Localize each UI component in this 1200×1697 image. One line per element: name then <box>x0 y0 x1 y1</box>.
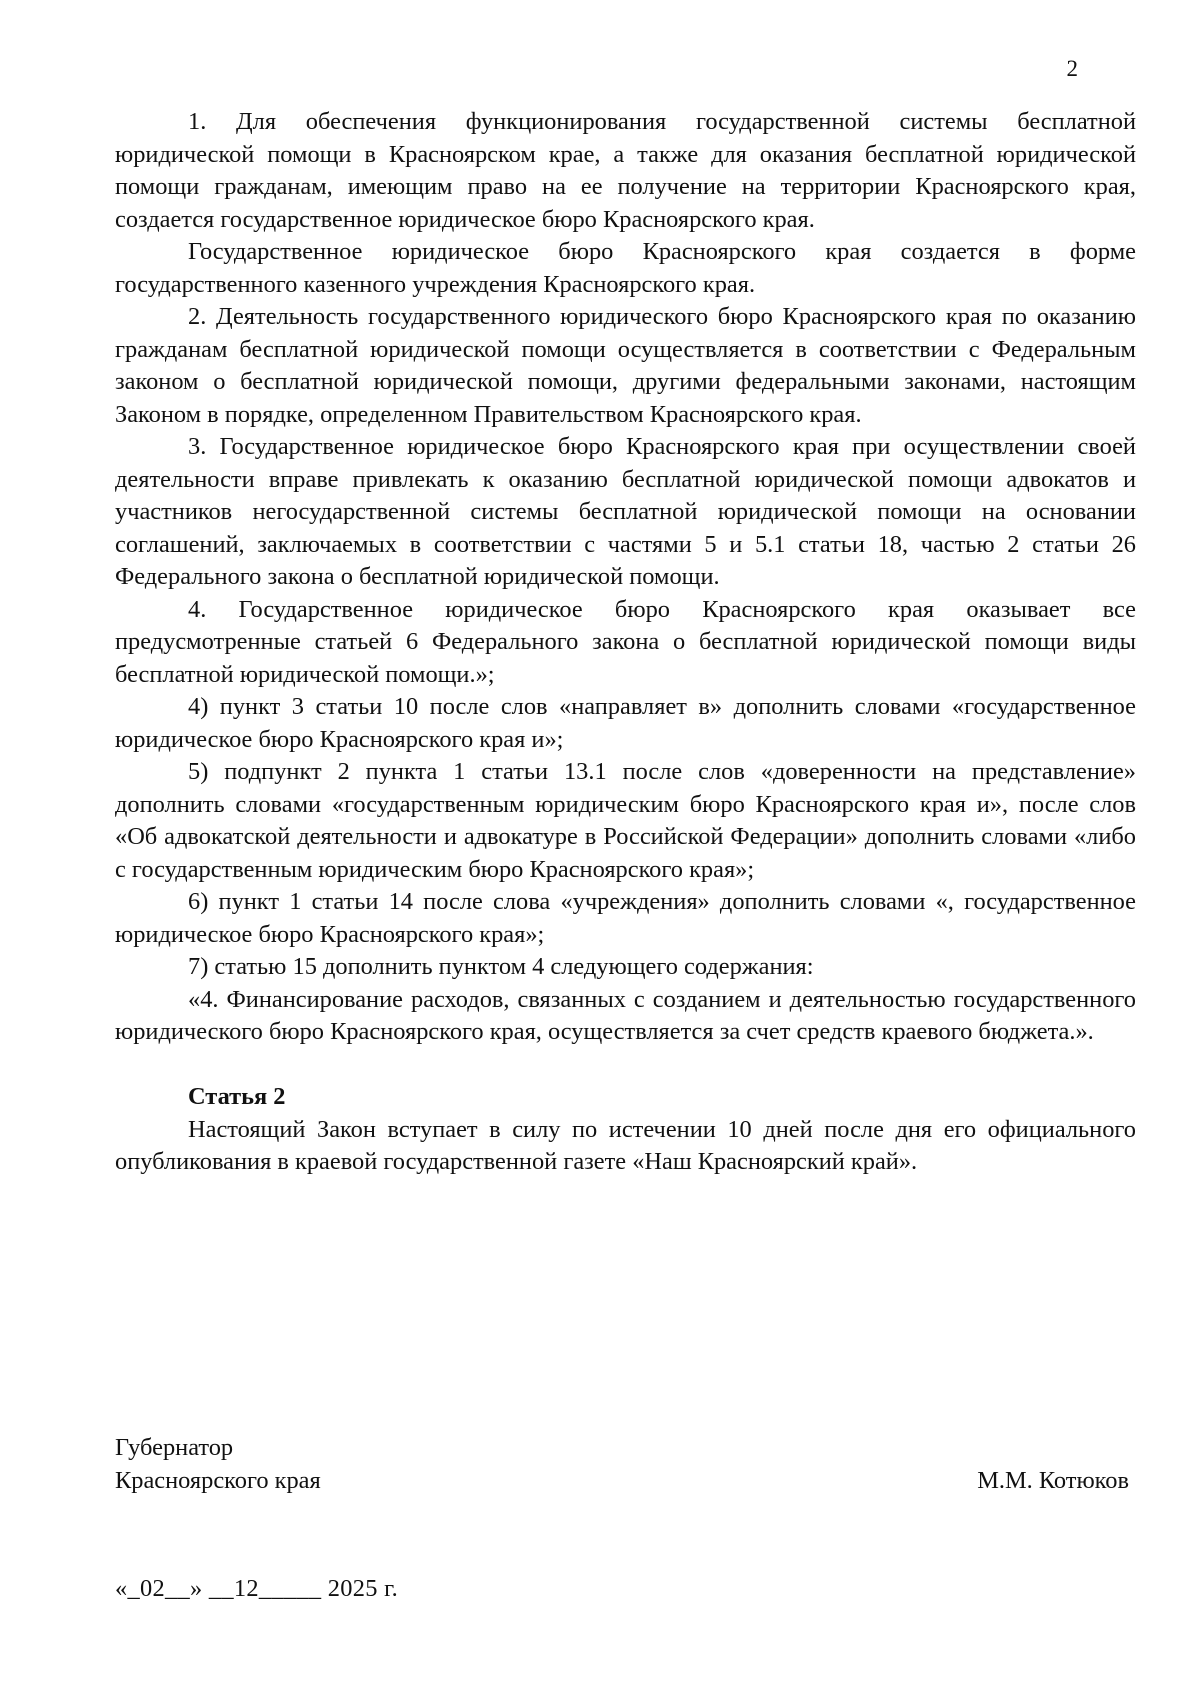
signature-name: М.М. Котюков <box>977 1466 1129 1494</box>
document-body <box>115 106 1136 1179</box>
signature-title-line1: Губернатор <box>115 1434 234 1461</box>
page-number: 2 <box>1066 56 1078 81</box>
signature-title-line2: Красноярского края <box>115 1466 321 1494</box>
paragraph-10: «4. Финансирование расходов, связанных с созданием и деятельностью государственного юридического бюро Красноярского края, осуществляется за счет средств краевого бюджета.». <box>115 985 1136 1045</box>
paragraph-8: 6) пункт 1 статьи 14 после слова «учреждения» дополнить словами «, государственное юридическое бюро Красноярского края»; <box>115 888 1136 948</box>
paragraph-5: 4. Государственное юридическое бюро Красноярского края оказывает все предусмотренные статьей 6 Федерального закона о бесплатной юридической помощи виды бесплатной юридической помощи.»; <box>115 595 1136 688</box>
paragraph-9: 7) статью 15 дополнить пунктом 4 следующего содержания: <box>188 953 814 980</box>
paragraph-7: 5) подпункт 2 пункта 1 статьи 13.1 после слов «доверенности на представление» дополнить словами «государственным юридическим бюро Красноярского края и», после слов «Об адвокатской деятельности и адвокатуре в Российской Федерации» дополнить словами «либо с государственным юридическим бюро Красноярского края»; <box>115 758 1136 883</box>
date-line: «_02__» __12_____ 2025 г. <box>115 1575 399 1602</box>
paragraph-3: 2. Деятельность государственного юридического бюро Красноярского края по оказанию гражданам бесплатной юридической помощи осуществляется в соответствии с Федеральным законом о бесплатной юридической помощи, другими федеральными законами, настоящим Законом в порядке, определенном Правительством Красноярского края. <box>115 303 1136 428</box>
paragraph-4: 3. Государственное юридическое бюро Красноярского края при осуществлении своей деятельности вправе привлекать к оказанию бесплатной юридической помощи адвокатов и участников негосударственной системы бесплатной юридической помощи на основании соглашений, заключаемых в соответствии с частями 5 и 5.1 статьи 18, частью 2 статьи 26 Федерального закона о бесплатной юридической помощи. <box>115 433 1136 590</box>
paragraph-2: Государственное юридическое бюро Красноярского края создается в форме государственного казенного учреждения Красноярского края. <box>115 238 1136 298</box>
article-2-heading: Статья 2 <box>188 1083 286 1110</box>
paragraph-6: 4) пункт 3 статьи 10 после слов «направляет в» дополнить словами «государственное юридическое бюро Красноярского края и»; <box>115 693 1136 753</box>
paragraph-1: 1. Для обеспечения функционирования государственной системы бесплатной юридической помощи в Красноярском крае, а также для оказания бесплатной юридической помощи гражданам, имеющим право на ее получение на территории Красноярского края, создается государственное юридическое бюро Красноярского края. <box>115 108 1136 233</box>
article-2-text: Настоящий Закон вступает в силу по истечении 10 дней после дня его официального опубликования в краевой государственной газете «Наш Красноярский край». <box>115 1115 1136 1175</box>
signature-block <box>115 1432 1129 1497</box>
